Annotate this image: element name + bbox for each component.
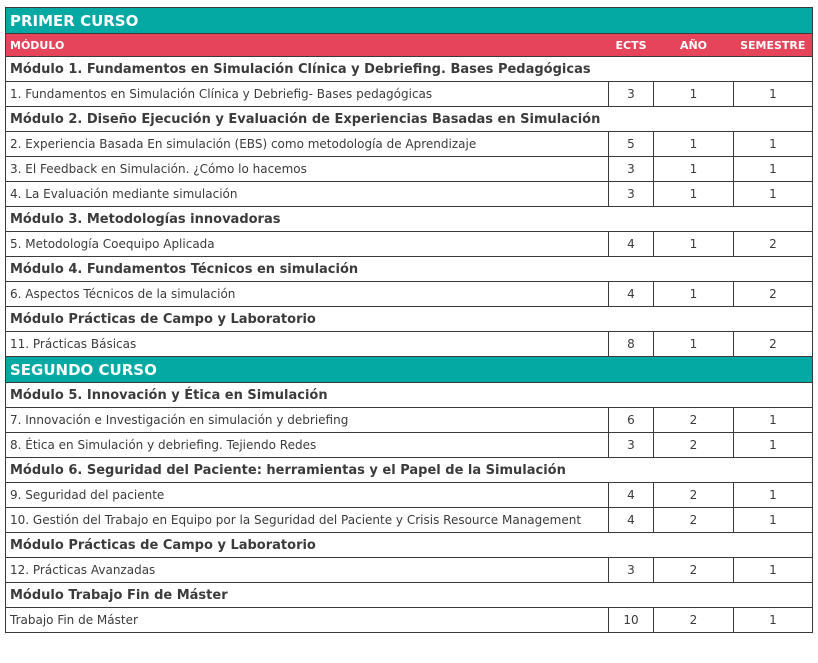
course-title: SEGUNDO CURSO (6, 357, 813, 383)
module-title: Módulo Prácticas de Campo y Laboratorio (6, 307, 813, 332)
table-row (6, 157, 813, 182)
ects-value: 8 (609, 332, 654, 357)
subject-name: 5. Metodología Coequipo Aplicada (6, 232, 609, 257)
semester-value: 1 (734, 182, 813, 207)
table-row (6, 608, 813, 633)
table-row (6, 508, 813, 533)
ects-value: 4 (609, 232, 654, 257)
year-value: 2 (654, 408, 734, 433)
module-row (6, 458, 813, 483)
module-title: Módulo 4. Fundamentos Técnicos en simulación (6, 257, 813, 282)
semester-value: 2 (734, 232, 813, 257)
semester-value: 1 (734, 608, 813, 633)
year-value: 1 (654, 157, 734, 182)
course-title: PRIMER CURSO (6, 8, 813, 34)
table-row (6, 282, 813, 307)
course-title-row (6, 357, 813, 383)
subject-name: Trabajo Fin de Máster (6, 608, 609, 633)
ects-value: 4 (609, 508, 654, 533)
module-row (6, 533, 813, 558)
year-value: 2 (654, 508, 734, 533)
semester-value: 1 (734, 508, 813, 533)
module-title: Módulo 6. Seguridad del Paciente: herramientas y el Papel de la Simulación (6, 458, 813, 483)
module-row (6, 257, 813, 282)
table-row (6, 483, 813, 508)
module-row (6, 383, 813, 408)
subject-name: 9. Seguridad del paciente (6, 483, 609, 508)
semester-value: 2 (734, 332, 813, 357)
year-value: 1 (654, 232, 734, 257)
semester-value: 1 (734, 483, 813, 508)
module-title: Módulo 3. Metodologías innovadoras (6, 207, 813, 232)
semester-value: 1 (734, 408, 813, 433)
table-header (6, 34, 813, 57)
subject-name: 10. Gestión del Trabajo en Equipo por la Seguridad del Paciente y Crisis Resource Management (6, 508, 609, 533)
module-title: Módulo 1. Fundamentos en Simulación Clínica y Debriefing. Bases Pedagógicas (6, 57, 813, 82)
subject-name: 12. Prácticas Avanzadas (6, 558, 609, 583)
module-title: Módulo Prácticas de Campo y Laboratorio (6, 533, 813, 558)
module-title: Módulo 2. Diseño Ejecución y Evaluación de Experiencias Basadas en Simulación (6, 107, 813, 132)
semester-value: 1 (734, 157, 813, 182)
subject-name: 11. Prácticas Básicas (6, 332, 609, 357)
table-row (6, 82, 813, 107)
course-title-row (6, 8, 813, 34)
ects-value: 3 (609, 433, 654, 458)
ects-value: 6 (609, 408, 654, 433)
header-ects: ECTS (609, 34, 654, 57)
subject-name: 8. Ética en Simulación y debriefing. Tejiendo Redes (6, 433, 609, 458)
header-modulo: MÓDULO (6, 34, 609, 57)
header-semestre: SEMESTRE (734, 34, 813, 57)
semester-value: 1 (734, 82, 813, 107)
curriculum-table (5, 7, 813, 633)
semester-value: 1 (734, 433, 813, 458)
table-row (6, 232, 813, 257)
year-value: 1 (654, 82, 734, 107)
year-value: 2 (654, 558, 734, 583)
module-row (6, 207, 813, 232)
ects-value: 10 (609, 608, 654, 633)
subject-name: 3. El Feedback en Simulación. ¿Cómo lo hacemos (6, 157, 609, 182)
semester-value: 1 (734, 132, 813, 157)
module-row (6, 307, 813, 332)
semester-value: 2 (734, 282, 813, 307)
year-value: 2 (654, 483, 734, 508)
year-value: 2 (654, 433, 734, 458)
table-row (6, 332, 813, 357)
table-row (6, 132, 813, 157)
table-row (6, 408, 813, 433)
subject-name: 2. Experiencia Basada En simulación (EBS) como metodología de Aprendizaje (6, 132, 609, 157)
module-row (6, 583, 813, 608)
module-title: Módulo 5. Innovación y Ética en Simulación (6, 383, 813, 408)
year-value: 1 (654, 132, 734, 157)
table-row (6, 558, 813, 583)
ects-value: 5 (609, 132, 654, 157)
year-value: 1 (654, 182, 734, 207)
year-value: 1 (654, 332, 734, 357)
module-title: Módulo Trabajo Fin de Máster (6, 583, 813, 608)
module-row (6, 57, 813, 82)
year-value: 1 (654, 282, 734, 307)
header-anio: AÑO (654, 34, 734, 57)
table-row (6, 182, 813, 207)
ects-value: 4 (609, 282, 654, 307)
ects-value: 4 (609, 483, 654, 508)
year-value: 2 (654, 608, 734, 633)
subject-name: 1. Fundamentos en Simulación Clínica y Debriefig- Bases pedagógicas (6, 82, 609, 107)
module-row (6, 107, 813, 132)
ects-value: 3 (609, 558, 654, 583)
subject-name: 4. La Evaluación mediante simulación (6, 182, 609, 207)
ects-value: 3 (609, 157, 654, 182)
subject-name: 7. Innovación e Investigación en simulación y debriefing (6, 408, 609, 433)
subject-name: 6. Aspectos Técnicos de la simulación (6, 282, 609, 307)
ects-value: 3 (609, 182, 654, 207)
semester-value: 1 (734, 558, 813, 583)
ects-value: 3 (609, 82, 654, 107)
table-row (6, 433, 813, 458)
